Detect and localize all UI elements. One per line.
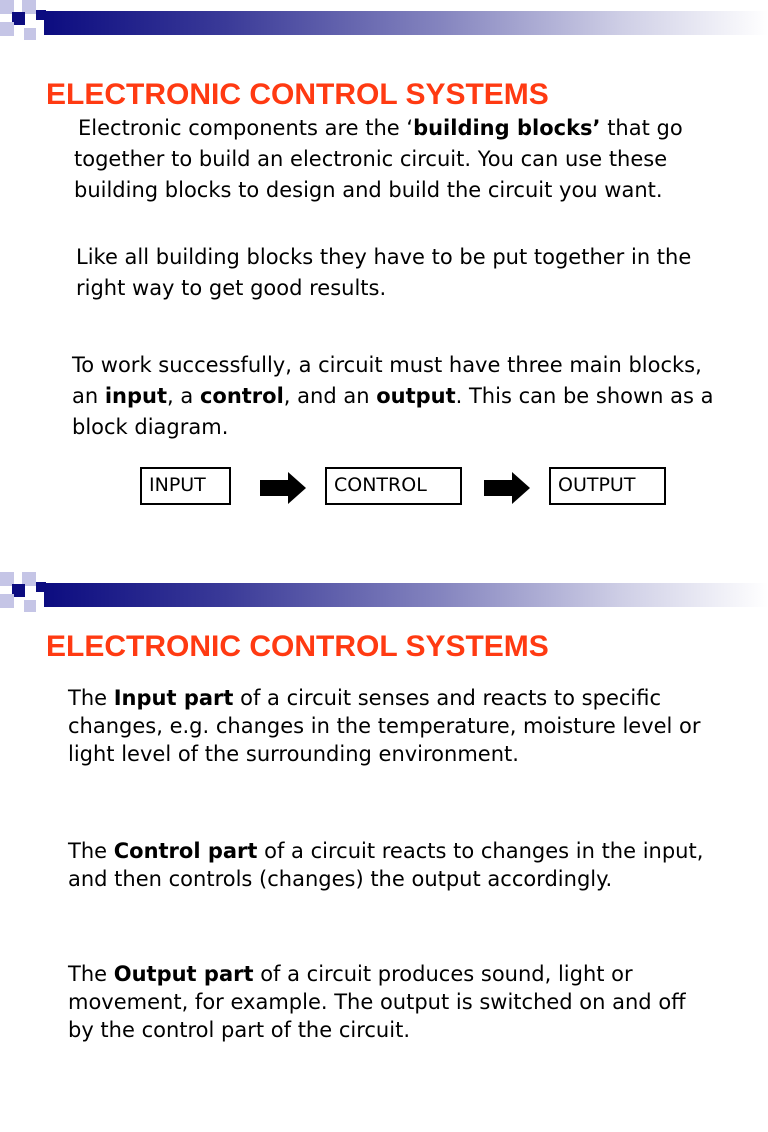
building-blocks-paragraph: Like all building blocks they have to be put together in the right way to get good results. xyxy=(76,245,692,300)
three-blocks-paragraph: To work successfully, a circuit must have three main blocks, an input, a control, and an output. This can be shown as a block diagram. xyxy=(72,353,714,439)
control-part-paragraph: The Control part of a circuit reacts to changes in the input, and then controls (changes) the output accordingly. xyxy=(68,839,704,891)
input-part-paragraph: The Input part of a circuit senses and reacts to specific changes, e.g. changes in the temperature, moisture level or light level of the surrounding environment. xyxy=(68,686,701,766)
output-part-paragraph: The Output part of a circuit produces sound, light or movement, for example. The output is switched on and off by the control part of the circuit. xyxy=(68,962,686,1042)
control-block: CONTROL xyxy=(325,467,462,505)
slide-1 xyxy=(0,0,768,560)
header-squares-decoration xyxy=(0,0,60,50)
slide-2-title: ELECTRONIC CONTROL SYSTEMS xyxy=(46,630,549,663)
arrow-right-icon xyxy=(484,472,532,504)
input-block: INPUT xyxy=(140,467,231,505)
intro-paragraph: Electronic components are the ‘building blocks’ that go together to build an electronic circuit. You can use these building blocks to design and build the circuit you want. xyxy=(74,116,683,202)
output-block: OUTPUT xyxy=(549,467,666,505)
header-squares-decoration xyxy=(0,572,60,622)
slide-1-title: ELECTRONIC CONTROL SYSTEMS xyxy=(46,78,549,111)
header-gradient-bar xyxy=(44,11,768,35)
arrow-right-icon xyxy=(260,472,308,504)
slide-2 xyxy=(0,572,768,1132)
header-gradient-bar xyxy=(44,583,768,607)
